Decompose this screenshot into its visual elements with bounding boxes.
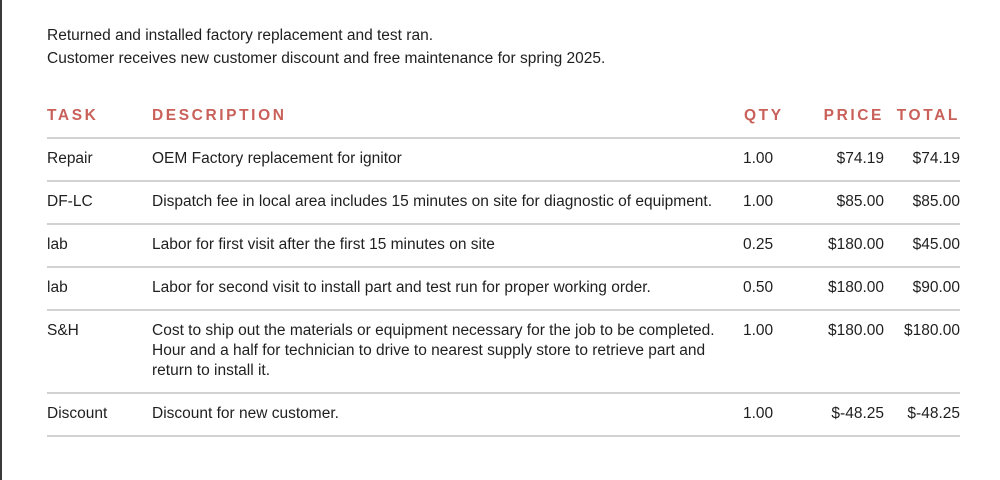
- cell-total: $-48.25: [907, 405, 960, 422]
- cell-price: $180.00: [827, 279, 884, 296]
- description-line: Labor for first visit after the first 15 minutes on site: [152, 236, 495, 253]
- description-line: OEM Factory replacement for ignitor: [152, 150, 402, 167]
- table-body: [47, 139, 960, 437]
- description-line: Cost to ship out the materials or equipment necessary for the job to be completed.: [152, 322, 715, 339]
- table-row: [47, 139, 960, 180]
- cell-task: Repair: [47, 150, 93, 167]
- cell-price: $-48.25: [831, 405, 884, 422]
- cell-total: $45.00: [912, 236, 960, 253]
- cell-qty: 1.00: [743, 322, 774, 339]
- description-line: Hour and a half for technician to drive to nearest supply store to retrieve part and: [152, 342, 706, 359]
- cell-price: $180.00: [827, 236, 884, 253]
- cell-description: [152, 404, 737, 424]
- cell-task: DF-LC: [47, 193, 93, 210]
- cell-qty: 0.25: [743, 236, 774, 253]
- cell-price: $180.00: [827, 322, 884, 339]
- column-header-total: TOTAL: [896, 107, 960, 124]
- cell-description: [152, 321, 737, 381]
- column-header-qty: QTY: [744, 107, 784, 124]
- table-header-row: [47, 106, 960, 137]
- column-header-description: DESCRIPTION: [152, 107, 287, 124]
- window-edge: [0, 0, 2, 480]
- cell-task: S&H: [47, 322, 79, 339]
- cell-description: [152, 278, 737, 298]
- cell-total: $85.00: [912, 193, 960, 210]
- table-row: [47, 225, 960, 266]
- cell-price: $85.00: [836, 193, 884, 210]
- table-row: [47, 311, 960, 392]
- cell-description: [152, 235, 737, 255]
- cell-total: $180.00: [903, 322, 960, 339]
- cell-total: $90.00: [912, 279, 960, 296]
- cell-total: $74.19: [912, 150, 960, 167]
- cell-qty: 1.00: [743, 405, 774, 422]
- description-line: Dispatch fee in local area includes 15 minutes on site for diagnostic of equipment.: [152, 193, 713, 210]
- description-line: return to install it.: [152, 362, 271, 379]
- table-row: [47, 394, 960, 435]
- cell-price: $74.19: [836, 150, 884, 167]
- table-row: [47, 268, 960, 309]
- column-header-task: TASK: [47, 107, 99, 124]
- cell-description: [152, 149, 737, 169]
- line-items-table: [47, 106, 960, 437]
- cell-task: Discount: [47, 405, 108, 422]
- note-line-2: Customer receives new customer discount and free maintenance for spring 2025.: [47, 50, 606, 67]
- cell-task: lab: [47, 236, 68, 253]
- cell-qty: 1.00: [743, 193, 774, 210]
- cell-qty: 1.00: [743, 150, 774, 167]
- description-line: Discount for new customer.: [152, 405, 339, 422]
- cell-task: lab: [47, 279, 68, 296]
- column-header-price: PRICE: [823, 107, 884, 124]
- table-row: [47, 182, 960, 223]
- note-line-1: Returned and installed factory replacement and test ran.: [47, 27, 434, 44]
- table-divider: [47, 435, 960, 437]
- cell-description: [152, 192, 737, 212]
- service-notes: [47, 24, 605, 70]
- cell-qty: 0.50: [743, 279, 774, 296]
- description-line: Labor for second visit to install part and test run for proper working order.: [152, 279, 651, 296]
